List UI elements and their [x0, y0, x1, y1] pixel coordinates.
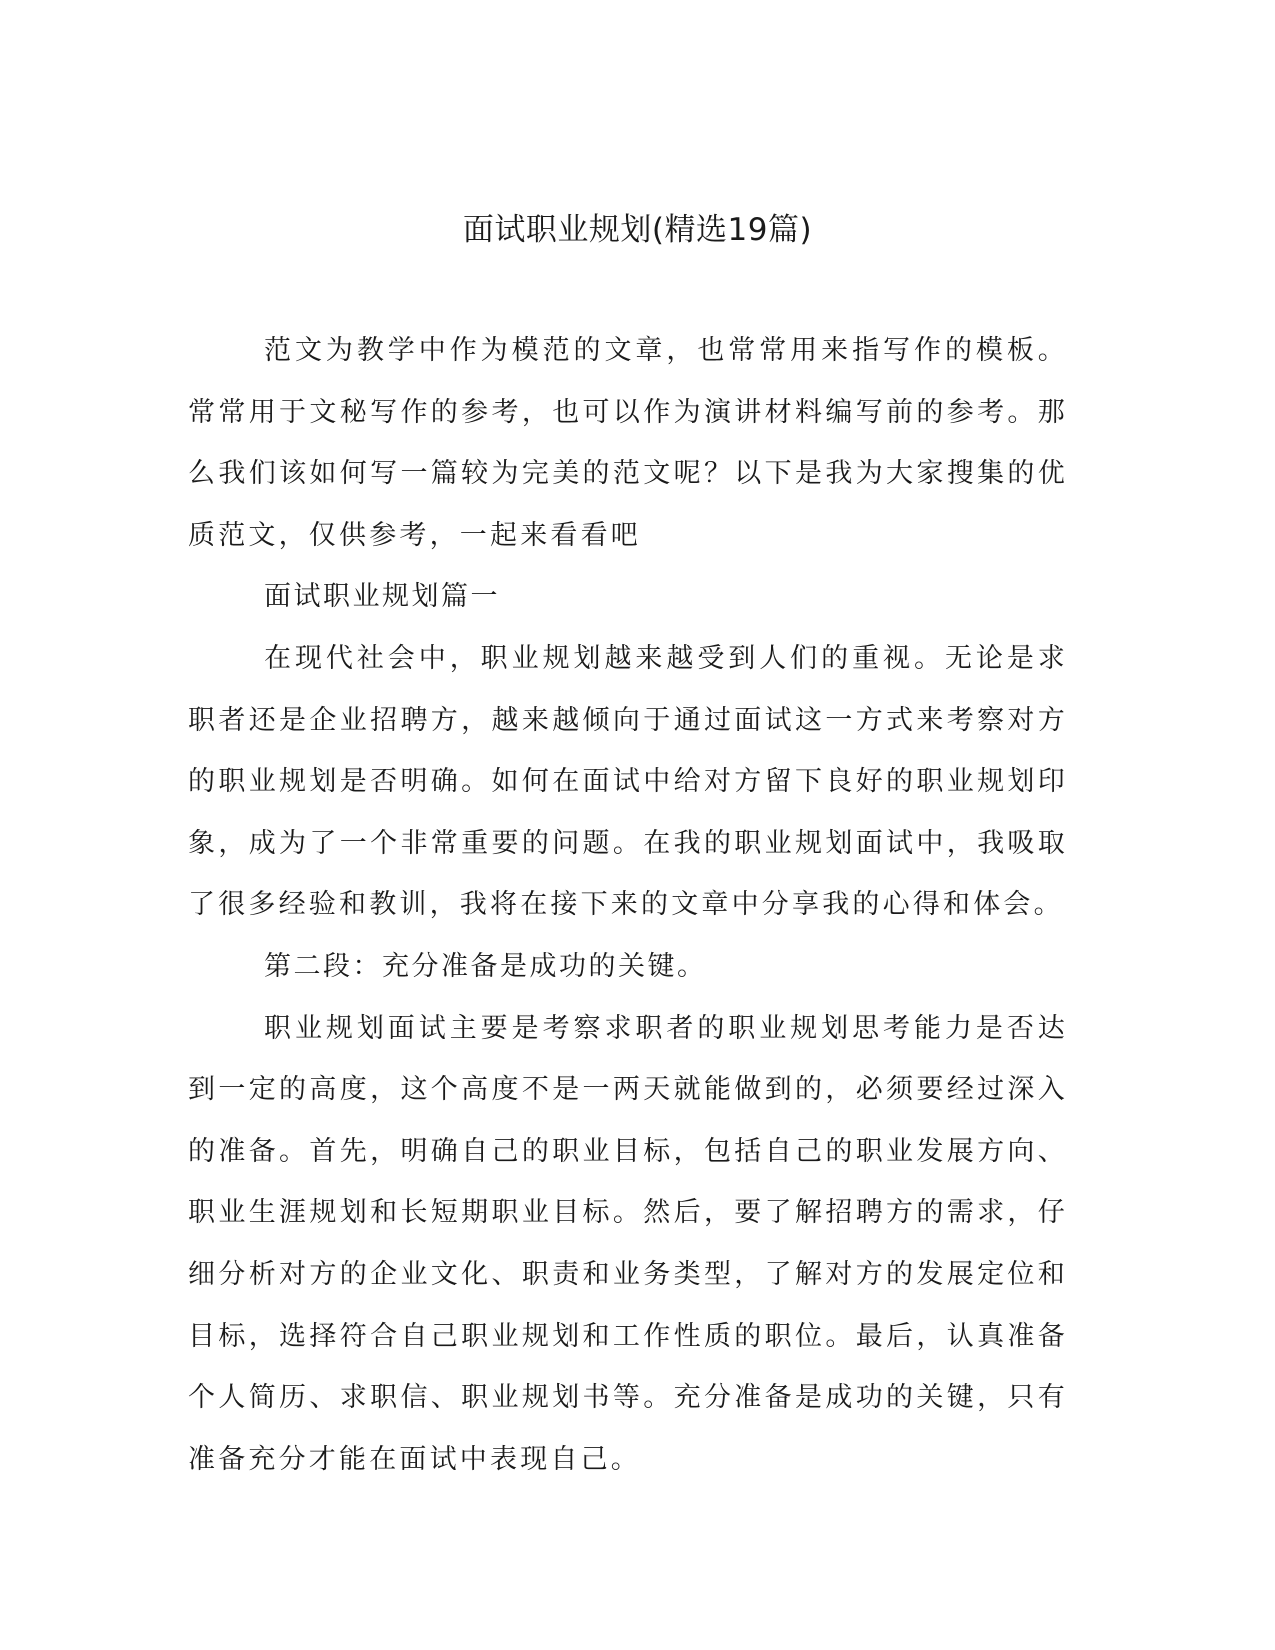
document-body: [188, 320, 1068, 1490]
document-title: 面试职业规划(精选19篇): [462, 212, 813, 248]
body-paragraph-2: 职业规划面试主要是考察求职者的职业规划思考能力是否达到一定的高度，这个高度不是一两天就能做到的，必须要经过深入的准备。首先，明确自己的职业目标，包括自己的职业发展方向、职业生涯规划和长短期职业目标。然后，要了解招聘方的需求，仔细分析对方的企业文化、职责和业务类型，了解对方的发展定位和目标，选择符合自己职业规划和工作性质的职位。最后，认真准备个人简历、求职信、职业规划书等。充分准备是成功的关键，只有准备充分才能在面试中表现自己。: [188, 1012, 1068, 1475]
intro-paragraph: 范文为教学中作为模范的文章，也常常用来指写作的模板。常常用于文秘写作的参考，也可以作为演讲材料编写前的参考。那么我们该如何写一篇较为完美的范文呢？以下是我为大家搜集的优质范文，仅供参考，一起来看看吧: [188, 335, 1068, 551]
section-heading-part-one: 面试职业规划篇一: [264, 581, 500, 613]
section-heading-second: 第二段：充分准备是成功的关键。: [264, 950, 707, 982]
body-paragraph-1: 在现代社会中，职业规划越来越受到人们的重视。无论是求职者还是企业招聘方，越来越倾向于通过面试这一方式来考察对方的职业规划是否明确。如何在面试中给对方留下良好的职业规划印象，成为了一个非常重要的问题。在我的职业规划面试中，我吸取了很多经验和教训，我将在接下来的文章中分享我的心得和体会。: [188, 642, 1068, 921]
